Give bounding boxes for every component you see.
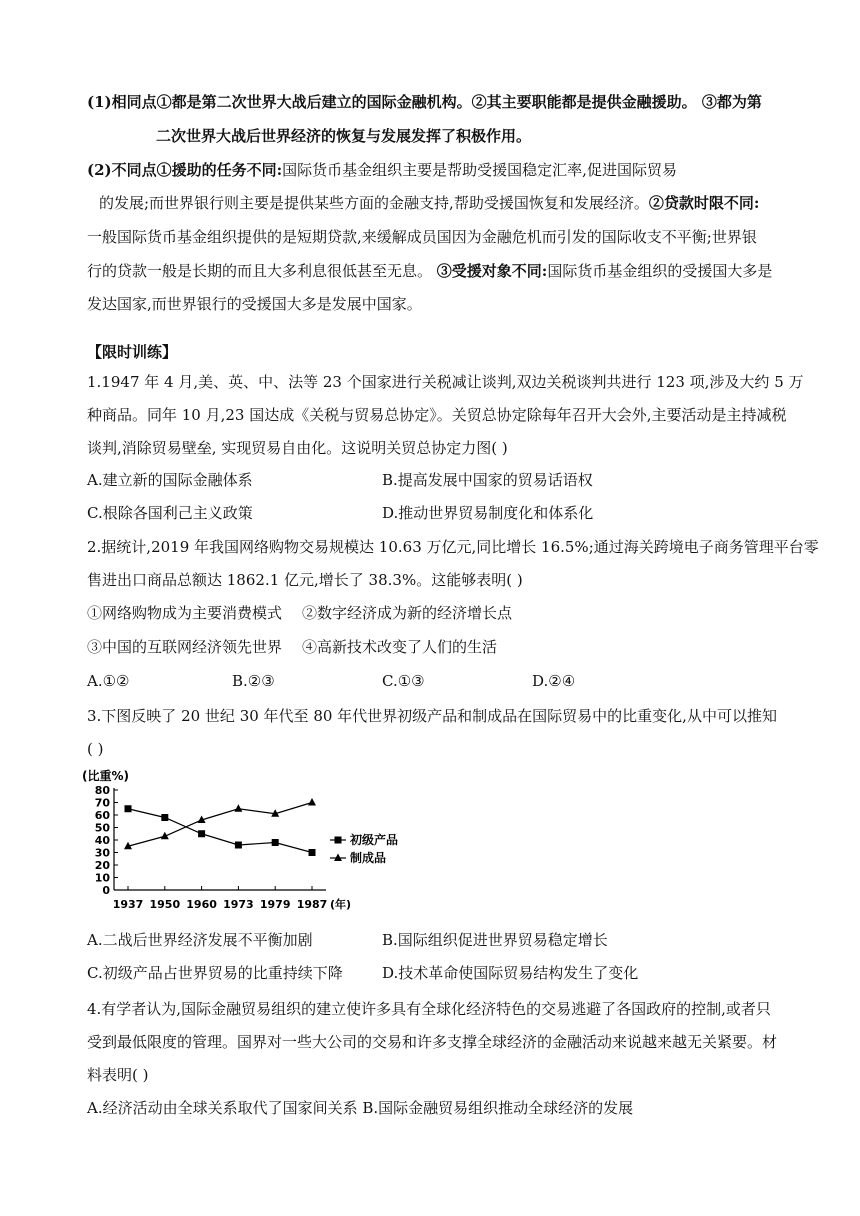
q1-line-1: 1.1947 年 4 月,美、英、中、法等 23 个国家进行关税减让谈判,双边关税谈判共进行 123 项,涉及大约 5 万 — [87, 373, 804, 391]
y-tick-label: 80 — [94, 784, 110, 797]
data-point-square — [198, 830, 205, 837]
answer-text: 的发展;而世界银行则主要是提供某些方面的金融支持,帮助受援国恢复和发展经济。 — [99, 194, 649, 212]
q3-line-1: 3.下图反映了 20 世纪 30 年代至 80 年代世界初级产品和制成品在国际贸易中的比重变化,从中可以推知 — [87, 707, 777, 725]
answer-line-6 — [87, 261, 772, 281]
q3-option-a: A.二战后世界经济发展不平衡加剧 — [87, 931, 313, 949]
y-tick-label: 30 — [94, 846, 110, 860]
x-axis-label: (年) — [330, 898, 352, 911]
q4-line-1: 4.有学者认为,国际金融贸易组织的建立使许多具有全球化经济特色的交易逃避了各国政府的控制,或者只 — [87, 1000, 771, 1018]
trade-share-chart — [80, 766, 420, 916]
x-tick-label: 1987 — [296, 898, 328, 911]
answer-diff-text: 国际货币基金组织主要是帮助受援国稳定汇率,促进国际贸易 — [282, 161, 677, 179]
answer-diff-heading: (2)不同点①援助的任务不同: — [87, 161, 283, 179]
q2-statement-1: ①网络购物成为主要消费模式 — [87, 604, 283, 622]
y-tick-label: 40 — [94, 834, 110, 847]
q2-option-b: B.②③ — [232, 672, 275, 690]
y-tick-label: 0 — [102, 884, 110, 897]
legend-label: 初级产品 — [350, 833, 399, 847]
q1-option-a: A.建立新的国际金融体系 — [87, 471, 253, 489]
answer-line-3 — [87, 160, 677, 180]
x-tick-label: 1979 — [259, 898, 291, 911]
answer-line-4 — [99, 193, 759, 213]
q3-option-d: D.技术革命使国际贸易结构发生了变化 — [382, 964, 639, 982]
data-point-square — [161, 814, 168, 821]
answer-text: 国际货币基金组织的受援国大多是 — [547, 262, 773, 280]
legend-label: 制成品 — [350, 851, 387, 865]
q2-statement-4: ④高新技术改变了人们的生活 — [302, 638, 498, 656]
section-title: 【限时训练】 — [87, 343, 178, 361]
q2-option-c: C.①③ — [382, 672, 425, 690]
q2-statement-3: ③中国的互联网经济领先世界 — [87, 638, 283, 656]
data-point-square — [272, 839, 279, 846]
q1-line-3: 谈判,消除贸易壁垒, 实现贸易自由化。这说明关贸总协定力图( ) — [87, 439, 508, 457]
y-axis-label: (比重%) — [82, 769, 129, 783]
data-point-triangle — [234, 804, 242, 812]
q2-line-1: 2.据统计,2019 年我国网络购物交易规模达 10.63 万亿元,同比增长 16.5%;通过海关跨境电子商务管理平台零 — [87, 538, 819, 556]
q4-line-2: 受到最低限度的管理。国界对一些大公司的交易和许多支撑全球经济的金融活动来说越来越无关紧要。材 — [87, 1033, 778, 1051]
q2-option-a: A.①② — [87, 672, 130, 690]
q3-line-2: ( ) — [87, 740, 104, 758]
q4-line-3: 料表明( ) — [87, 1066, 149, 1084]
answer-line-2: 二次世界大战后世界经济的恢复与发展发挥了积极作用。 — [156, 127, 532, 145]
legend-marker-triangle — [334, 854, 342, 862]
y-tick-label: 20 — [94, 859, 110, 872]
q2-option-d: D.②④ — [532, 672, 576, 690]
q1-option-b: B.提高发展中国家的贸易话语权 — [382, 471, 593, 489]
y-tick-label: 60 — [94, 809, 110, 822]
y-tick-label: 70 — [94, 796, 110, 810]
y-tick-label: 10 — [94, 871, 110, 885]
q1-line-2: 种商品。同年 10 月,23 国达成《关税与贸易总协定》。关贸总协定除每年召开大会外,主要活动是主持减税 — [87, 406, 787, 424]
answer-line-7: 发达国家,而世界银行的受援国大多是发展中国家。 — [87, 295, 422, 313]
q1-option-d: D.推动世界贸易制度化和体系化 — [382, 504, 594, 522]
answer-point-2: ②贷款时限不同: — [648, 194, 760, 212]
series-line-0 — [128, 809, 312, 853]
q2-line-2: 售进出口商品总额达 1862.1 亿元,增长了 38.3%。这能够表明( ) — [87, 571, 523, 589]
q4-option-a-b: A.经济活动由全球关系取代了国家间关系 B.国际金融贸易组织推动全球经济的发展 — [87, 1099, 634, 1117]
data-point-square — [125, 805, 132, 812]
data-point-square — [309, 849, 316, 856]
q1-option-c: C.根除各国利己主义政策 — [87, 504, 253, 522]
q2-statement-2: ②数字经济成为新的经济增长点 — [302, 604, 513, 622]
answer-point-3: ③受援对象不同: — [436, 262, 548, 280]
q3-option-b: B.国际组织促进世界贸易稳定增长 — [382, 931, 608, 949]
x-tick-label: 1960 — [186, 898, 217, 911]
data-point-square — [235, 842, 242, 849]
x-tick-label: 1950 — [149, 898, 181, 911]
x-tick-label: 1937 — [112, 898, 144, 911]
q3-option-c: C.初级产品占世界贸易的比重持续下降 — [87, 964, 343, 982]
answer-text: 行的贷款一般是长期的而且大多利息很低甚至无息。 — [87, 262, 437, 280]
y-tick-label: 50 — [94, 821, 110, 835]
answer-line-1: (1)相同点①都是第二次世界大战后建立的国际金融机构。②其主要职能都是提供金融援助。 ③都为第 — [87, 93, 762, 111]
legend-marker-square — [335, 837, 342, 844]
answer-line-5: 一般国际货币基金组织提供的是短期贷款,来缓解成员国因为金融危机而引发的国际收支不平衡;世界银 — [87, 228, 757, 246]
data-point-triangle — [308, 798, 316, 806]
x-tick-label: 1973 — [223, 898, 254, 911]
